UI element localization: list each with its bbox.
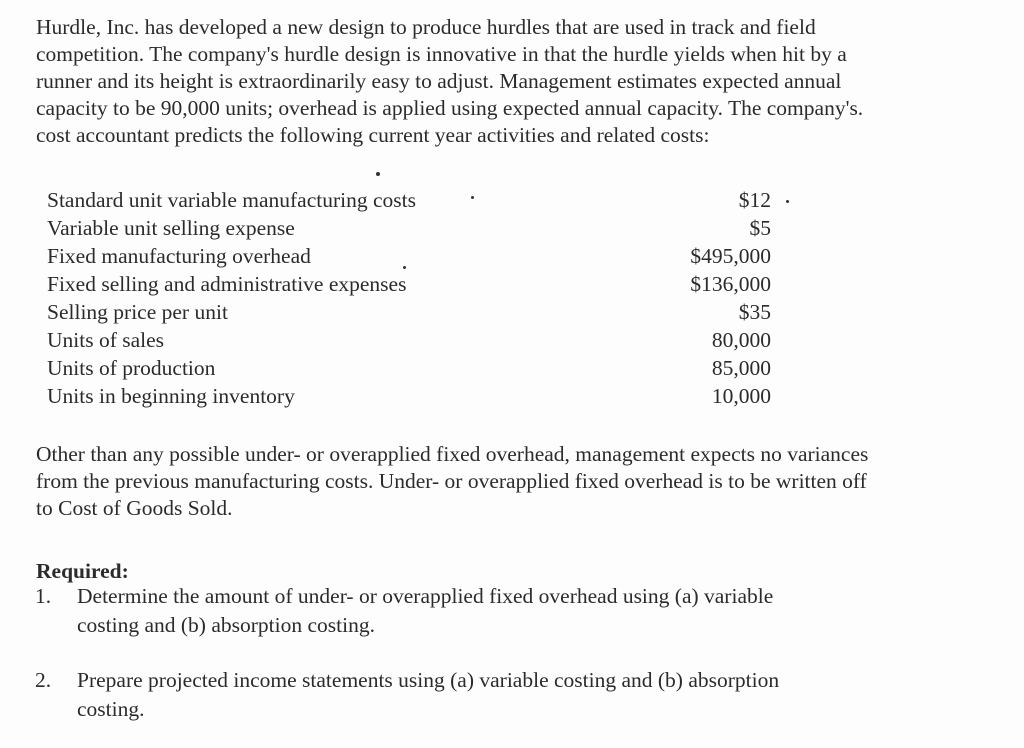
item-text (77, 666, 937, 724)
item-line: Prepare projected income statements using (a) variable costing and (b) absorption (77, 668, 780, 692)
row-label: Standard unit variable manufacturing costs (47, 188, 416, 212)
row-label: Fixed manufacturing overhead (47, 244, 311, 268)
row-label: Units of sales (47, 328, 165, 352)
required-item-1 (35, 582, 955, 642)
row-label: Variable unit selling expense (47, 216, 295, 240)
item-number: 2. (35, 668, 52, 692)
table-row (47, 186, 777, 214)
intro-line: runner and its height is extraordinarily easy to adjust. Management estimates expected annual (36, 69, 842, 93)
row-value: 10,000 (711, 384, 771, 408)
intro-paragraph (36, 14, 996, 149)
scan-speck-decoration (471, 196, 474, 199)
intro-line: capacity to be 90,000 units; overhead is applied using expected annual capacity. The company's. (36, 96, 864, 120)
table-row (47, 270, 777, 298)
cost-data-table (47, 186, 777, 410)
table-row (47, 242, 777, 270)
assumptions-paragraph (36, 441, 1006, 522)
item-text (77, 582, 937, 640)
intro-line: cost accountant predicts the following current year activities and related costs: (36, 123, 710, 147)
intro-line: competition. The company's hurdle design is innovative in that the hurdle yields when hit by a (36, 42, 847, 66)
table-row (47, 298, 777, 326)
table-row (47, 214, 777, 242)
row-value: $495,000 (690, 244, 771, 268)
row-value: 85,000 (711, 356, 771, 380)
item-line: Determine the amount of under- or overapplied fixed overhead using (a) variable (77, 584, 774, 608)
item-line: costing and (b) absorption costing. (77, 613, 375, 637)
item-line: costing. (77, 697, 145, 721)
scan-speck-decoration (376, 172, 380, 176)
row-label: Selling price per unit (47, 300, 228, 324)
row-label: Units of production (47, 356, 216, 380)
assumptions-line: from the previous manufacturing costs. Under- or overapplied fixed overhead is to be written off (36, 469, 867, 493)
assumptions-line: Other than any possible under- or overapplied fixed overhead, management expects no variances (36, 442, 869, 466)
intro-line: Hurdle, Inc. has developed a new design to produce hurdles that are used in track and field (36, 15, 816, 39)
row-value: $12 (738, 188, 771, 212)
row-label: Units in beginning inventory (47, 384, 295, 408)
scan-speck-decoration (403, 266, 406, 269)
row-label: Fixed selling and administrative expenses (47, 272, 407, 296)
row-value: 80,000 (711, 328, 771, 352)
required-heading: Required: (36, 559, 129, 583)
table-row (47, 326, 777, 354)
row-value: $136,000 (690, 272, 771, 296)
table-row (47, 382, 777, 410)
required-item-2 (35, 666, 955, 726)
scan-speck-decoration (786, 200, 789, 203)
row-value: $5 (749, 216, 771, 240)
assumptions-line: to Cost of Goods Sold. (36, 496, 233, 520)
item-number: 1. (35, 584, 52, 608)
table-row (47, 354, 777, 382)
row-value: $35 (738, 300, 771, 324)
